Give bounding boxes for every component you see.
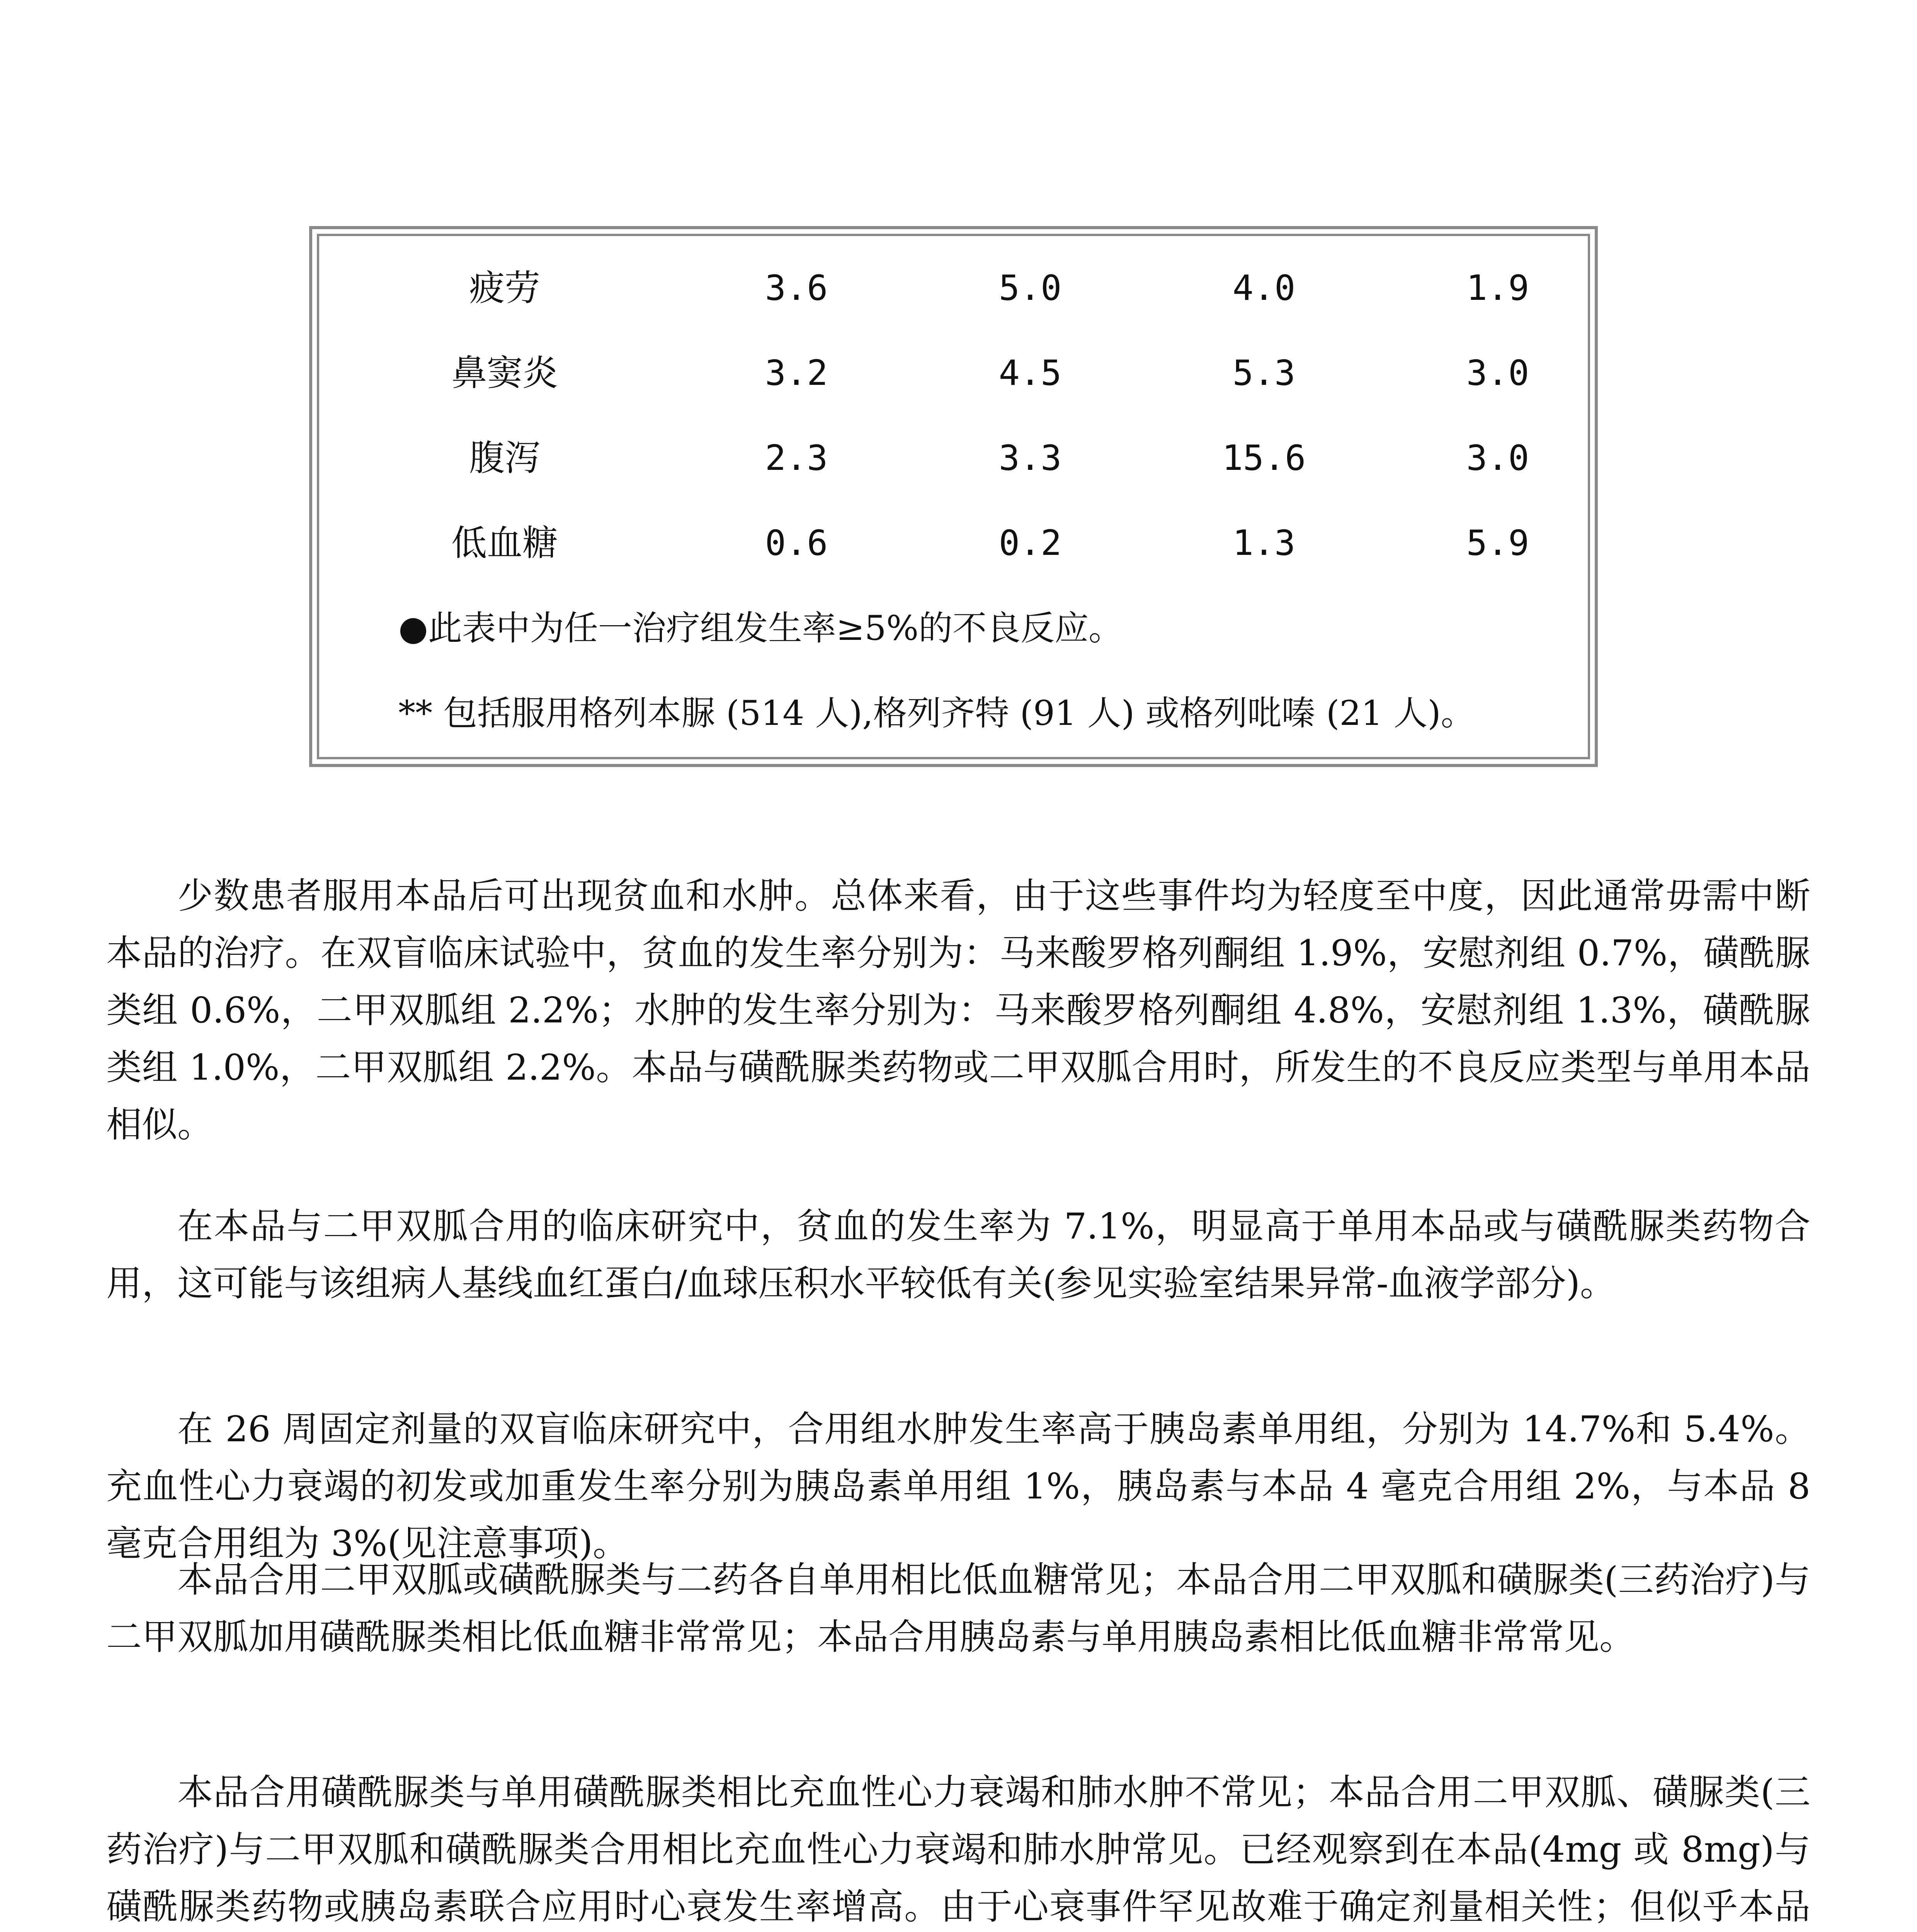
row-value: 3.3 <box>998 438 1062 478</box>
paragraph-heart-failure: 本品合用磺酰脲类与单用磺酰脲类相比充血性心力衰竭和肺水肿不常见；本品合用二甲双胍、磺脲类(三药治疗)与二甲双胍和磺酰脲类合用相比充血性心力衰竭和肺水肿常见。已经观察到在本品(4mg 或 8mg)与磺酰脲类药物或胰岛素联合应用时心衰发生率增高。由于心衰事件罕见故难于确定剂量相关性；但似乎本品 <box>106 1772 1810 1927</box>
table-row <box>319 512 1588 574</box>
row-value: 5.9 <box>1466 523 1529 563</box>
row-value: 3.2 <box>765 353 828 393</box>
row-value: 3.0 <box>1466 438 1529 478</box>
row-value: 1.9 <box>1466 268 1529 308</box>
row-value: 4.0 <box>1232 268 1296 308</box>
table-row <box>319 427 1588 489</box>
row-value: 5.3 <box>1232 353 1296 393</box>
paragraph-anemia-edema: 少数患者服用本品后可出现贫血和水肿。总体来看，由于这些事件均为轻度至中度，因此通常毋需中断本品的治疗。在双盲临床试验中，贫血的发生率分别为：马来酸罗格列酮组 1.9%，安慰剂组 0.7%，磺酰脲类组 0.6%，二甲双胍组 2.2%；水肿的发生率分别为：马来酸罗格列酮组 4.8%，安慰剂组 1.3%，磺酰脲类组 1.0%，二甲双胍组 2.2%。本品与磺酰脲类药物或二甲双胍合用时，所发生的不良反应类型与单用本品相似。 <box>106 875 1810 1145</box>
row-value: 4.5 <box>998 353 1062 393</box>
row-value: 15.6 <box>1222 438 1306 478</box>
table-footnote-threshold: ●此表中为任一治疗组发生率≥5%的不良反应。 <box>398 608 1123 648</box>
paragraph-metformin-anemia: 在本品与二甲双胍合用的临床研究中，贫血的发生率为 7.1%，明显高于单用本品或与磺酰脲类药物合用，这可能与该组病人基线血红蛋白/血球压积水平较低有关(参见实验室结果异常-血液学部分)。 <box>106 1206 1810 1304</box>
row-label: 疲劳 <box>469 267 540 309</box>
row-value: 3.0 <box>1466 353 1529 393</box>
row-value: 0.2 <box>998 523 1062 563</box>
row-value: 0.6 <box>765 523 828 563</box>
row-label: 鼻窦炎 <box>451 352 558 394</box>
table-row <box>319 342 1588 404</box>
row-label: 腹泻 <box>469 437 540 479</box>
table-inner-border <box>317 234 1590 759</box>
table-row <box>319 257 1588 319</box>
row-value: 5.0 <box>998 268 1062 308</box>
table-footnote-sulfonylurea: ** 包括服用格列本脲 (514 人),格列齐特 (91 人) 或格列吡嗪 (21 人)。 <box>398 693 1475 733</box>
row-value: 2.3 <box>765 438 828 478</box>
paragraph-insulin-edema: 在 26 周固定剂量的双盲临床研究中，合用组水肿发生率高于胰岛素单用组，分别为 14.7%和 5.4%。充血性心力衰竭的初发或加重发生率分别为胰岛素单用组 1%，胰岛素与本品 4 毫克合用组 2%，与本品 8 毫克合用组为 3%(见注意事项)。 <box>106 1408 1810 1564</box>
paragraph-hypoglycemia: 本品合用二甲双胍或磺酰脲类与二药各自单用相比低血糖常见；本品合用二甲双胍和磺脲类(三药治疗)与二甲双胍加用磺酰脲类相比低血糖非常常见；本品合用胰岛素与单用胰岛素相比低血糖非常常见。 <box>106 1559 1810 1658</box>
row-value: 3.6 <box>765 268 828 308</box>
adverse-reaction-table <box>309 226 1598 767</box>
row-label: 低血糖 <box>451 522 558 564</box>
row-value: 1.3 <box>1232 523 1296 563</box>
